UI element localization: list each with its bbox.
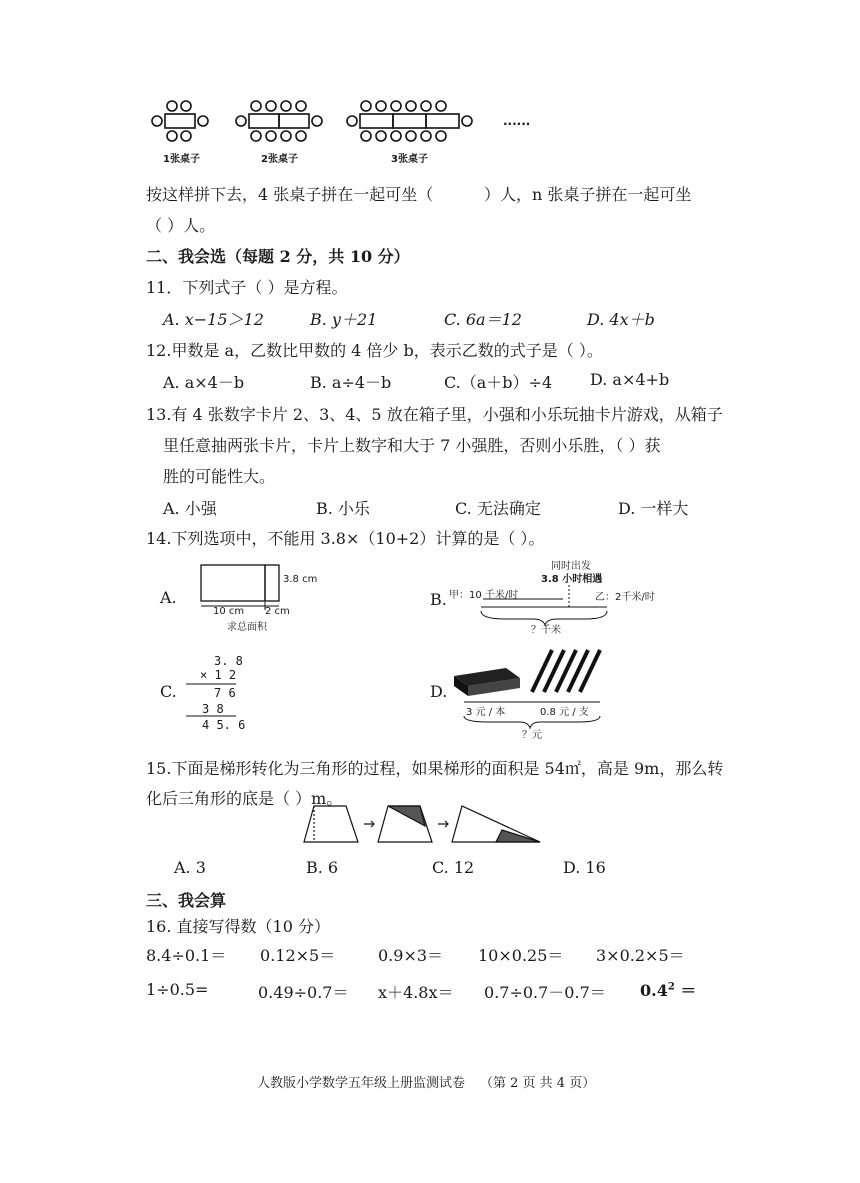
q16-calc-10-eq: ＝ [674,981,697,1000]
ellipsis: ...... [503,114,531,128]
q16-calc-2: 0.12×5＝ [260,946,336,965]
q14-option-b-figure [445,555,685,635]
q12-option-a: A. a×4－b [163,373,245,392]
vertical-calc-row3: 7 6 [214,686,236,700]
q11-option-d: D. 4x＋b [587,310,655,329]
q14-option-d-letter: D. [430,682,448,701]
vertical-calc-row4: 3 8 [202,702,224,716]
vertical-calc-row2: × 1 2 [200,668,237,682]
q14a-caption: 求总面积 [227,622,267,633]
q16-calc-7: 0.49÷0.7＝ [258,983,349,1002]
q13-line2: 里任意抽两张卡片，卡片上数字和大于 7 小强胜，否则小乐胜，（ ）获 [163,436,661,455]
q14a-width2-label: 2 cm [265,606,290,617]
q11-option-a: A. x−15＞12 [163,310,264,329]
footer-title: 人教版小学数学五年级上册监测试卷 [257,1076,466,1091]
q11-stem: 11．下列式子（ ）是方程。 [146,278,348,297]
q16-calc-4: 10×0.25＝ [478,946,564,965]
pencil-icon [532,650,600,692]
q14d-question: ？元 [522,730,542,741]
distance-diagram [445,555,685,635]
q14a-width1-label: 10 cm [213,606,245,617]
q14-option-b-letter: B. [430,590,447,609]
label-three-tables: 3张桌子 [391,154,428,165]
q14-option-a-letter: A. [160,588,177,607]
q14b-top1: 同时出发 [551,561,591,572]
q12-option-b: B. a÷4－b [310,373,392,392]
q16-calc-10-exp: 2 [667,981,675,993]
q14-stem: 14.下列选项中，不能用 3.8×（10+2）计算的是（ ）。 [146,529,545,548]
footer-page: （第 2 页 共 4 页） [480,1076,596,1091]
tables-figure [148,96,538,166]
q12-stem: 12.甲数是 a，乙数比甲数的 4 倍少 b，表示乙数的式子是（ ）。 [146,341,603,360]
q12-option-c: C.（a＋b）÷4 [444,373,553,392]
q16-stem: 16. 直接写得数（10 分） [146,917,330,936]
q11-option-b: B. y＋21 [310,310,378,329]
q10-line1a: 按这样拼下去，4 张桌子拼在一起可坐（ [146,185,434,204]
q16-calc-10 [640,978,696,1001]
tables-diagram [148,96,538,166]
q16-calc-9: 0.7÷0.7－0.7＝ [484,983,606,1002]
q16-calc-1: 8.4÷0.1＝ [146,946,227,965]
q15-figure [300,802,550,847]
q14-option-c-figure [182,652,246,732]
q16-calc-3: 0.9×3＝ [378,946,444,965]
q13-option-a: A. 小强 [163,499,217,518]
q14-option-a-figure [195,560,335,633]
q14b-jia: 甲：10 千米/时 [449,590,519,601]
q14-option-d-figure [448,640,618,740]
q16-calc-10-base: 0.4 [640,981,668,1000]
label-one-table: 1张桌子 [163,154,200,165]
q16-calc-5: 3×0.2×5＝ [596,946,685,965]
label-two-tables: 2张桌子 [261,154,298,165]
vertical-calc-lines [182,652,242,732]
trapezoid-to-triangle-diagram [300,802,550,847]
vertical-calc-row5: 4 5. 6 [202,718,246,732]
q13-option-d: D. 一样大 [618,499,689,518]
q14b-question: ？千米 [531,625,561,636]
q14d-price-book: 3 元 / 本 [466,707,506,718]
vertical-calc-row1: 3. 8 [214,654,243,668]
q10-line1b: ）人，n 张桌子拼在一起可坐 [484,185,692,204]
q14b-top2: 3.8 小时相遇 [541,574,603,585]
book-icon [454,668,520,696]
q12-option-d: D. a×4+b [590,370,670,389]
q10-line2: （ ）人。 [146,216,216,235]
q13-line1: 13.有 4 张数字卡片 2、3、4、5 放在箱子里，小强和小乐玩抽卡片游戏，从箱子 [146,405,723,424]
q14d-price-pencil: 0.8 元 / 支 [540,707,589,718]
q13-option-c: C. 无法确定 [455,499,541,518]
q13-option-b: B. 小乐 [316,499,370,518]
q11-option-c: C. 6a＝12 [444,310,522,329]
q15-option-d: D. 16 [563,858,606,877]
q15-line1: 15.下面是梯形转化为三角形的过程，如果梯形的面积是 54㎡，高是 9m，那么转 [146,759,724,778]
q15-option-b: B. 6 [306,858,339,877]
q15-line2: 化后三角形的底是（ ）m。 [146,789,343,808]
q14-option-c-letter: C. [160,682,177,701]
q13-line3: 胜的可能性大。 [163,467,276,486]
q15-option-a: A. 3 [174,858,206,877]
q15-option-c: C. 12 [432,858,475,877]
q16-calc-8: x＋4.8x＝ [378,983,454,1002]
q16-calc-6: 1÷0.5= [146,980,209,999]
q14a-height-label: 3.8 cm [283,574,318,585]
section3-title: 三、我会算 [146,891,227,910]
q14b-yi: 乙：2千米/时 [595,592,655,603]
books-and-pencils [448,640,618,740]
section2-title: 二、我会选（每题 2 分，共 10 分） [146,247,410,266]
